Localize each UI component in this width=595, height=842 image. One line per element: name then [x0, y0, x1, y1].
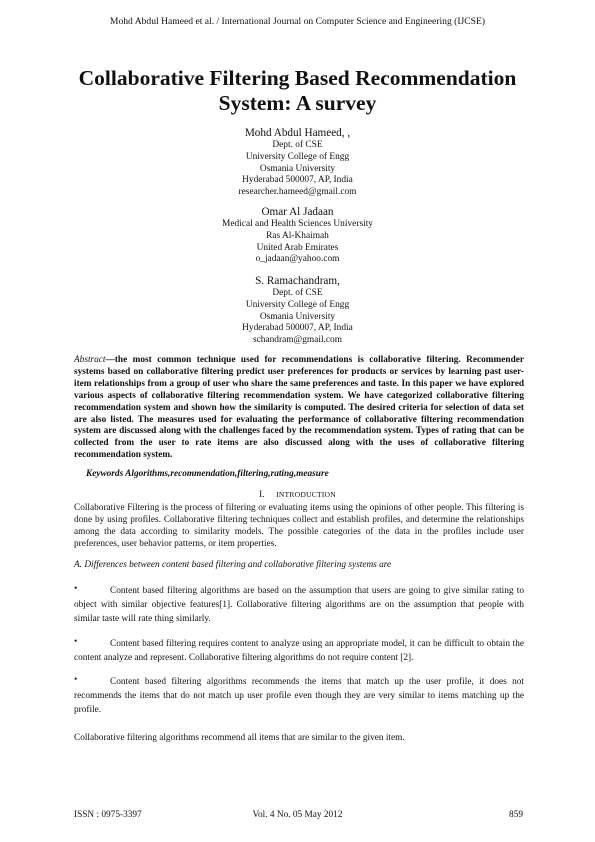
abstract	[74, 355, 524, 462]
author-email[interactable]: o_jadaan@yahoo.com	[255, 254, 340, 265]
footer-issn: ISSN : 0975-3397	[74, 810, 142, 820]
bullet-icon: •	[74, 584, 78, 594]
author-block-1	[120, 127, 475, 199]
author-affiliation-line: Osmania University	[259, 163, 336, 174]
author-affiliation-line: Hyderabad 500007, AP, India	[242, 175, 353, 186]
author-name: Mohd Abdul Hameed, ,	[244, 127, 351, 139]
author-name: S. Ramachandram,	[255, 275, 340, 287]
footer-page-number: 859	[509, 810, 523, 820]
abstract-text: —the most common technique used for recommendations is collaborative filtering. Recommender systems based on collaborative filtering predict user preferences for products or services by learning past user-item relationships from a group of user who share the same preferences and taste. In this paper we have explored various aspects of collaborative filtering recommendation system. We have categorized collaborative filtering recommendation system and shown how the similarity is computed. The desired criteria for selection of data set are also listed. The measures used for evaluating the performance of collaborative filtering recommendation system are discussed along with the challenges faced by the recommendation system. Types of rating that can be collected from the user to rate items are also discussed along with the uses of collaborative filtering recommendation system.	[74, 355, 524, 461]
author-affiliation-line: University College of Engg	[245, 151, 350, 162]
author-affiliation-line: Medical and Health Sciences University	[222, 219, 373, 229]
paper-title-line-2: System: A survey	[218, 91, 377, 115]
paper-title	[60, 66, 535, 116]
author-email[interactable]: schandram@gmail.com	[252, 335, 343, 346]
author-block-2	[120, 206, 475, 266]
author-affiliation-line: Osmania University	[259, 311, 336, 322]
author-affiliation-line: United Arab Emirates	[256, 242, 339, 253]
section-title: INTRODUCTION	[276, 490, 336, 499]
running-header: Mohd Abdul Hameed et al. / International Journal on Computer Science and Engineering (IJCSE)	[109, 16, 486, 27]
keywords: Keywords Algorithms,recommendation,filtering,rating,measure	[86, 469, 329, 479]
author-name: Omar Al Jadaan	[261, 206, 334, 218]
section-number: I.	[259, 490, 265, 500]
author-block-3	[120, 275, 475, 347]
bullet-icon: •	[74, 675, 78, 685]
closing-paragraph: Collaborative filtering algorithms recommend all items that are similar to the given item.	[74, 733, 405, 743]
bullet-icon: •	[74, 637, 78, 647]
section-heading-introduction	[0, 490, 595, 500]
abstract-lead: Abstract	[74, 355, 106, 365]
footer-volume: Vol. 4 No. 05 May 2012	[252, 810, 343, 820]
intro-paragraph: Collaborative Filtering is the process of filtering or evaluating items using the opinions of other people. This filtering is done by using profiles. Collaborative filtering techniques collect and establish profiles, and determine the relationships among the data according to similarity models. The possible categories of the data in the profiles include user preferences, user behavior patterns, or item properties.	[74, 503, 524, 549]
bullet-item-2: Content based filtering requires content to analyze using an appropriate model, it can be difficult to obtain the content analyze and represent. Collaborative filtering algorithms do not require content [2].	[74, 639, 524, 663]
bullet-item-1: Content based filtering algorithms are based on the assumption that users are going to give similar rating to object with similar objective features[1]. Collaborative filtering algorithms are on the assumption that people with similar taste will rate thing similarly.	[74, 586, 524, 624]
author-affiliation-line: University College of Engg	[245, 299, 350, 310]
bullet-item-3: Content based filtering algorithms recommends the items that match up the user profile, it does not recommends the items that do not match up user profile even though they are very similar to items matching up the profile.	[74, 677, 524, 715]
paper-title-line-1: Collaborative Filtering Based Recommendation	[78, 66, 517, 90]
author-affiliation-line: Hyderabad 500007, AP, India	[242, 323, 353, 334]
author-affiliation-line: Dept. of CSE	[272, 140, 323, 150]
author-affiliation-line: Ras Al-Khaimah	[266, 230, 329, 241]
author-email[interactable]: researcher.hameed@gmail.com	[238, 187, 357, 198]
author-affiliation-line: Dept. of CSE	[272, 288, 323, 298]
subsection-heading: A. Differences between content based filtering and collaborative filtering systems are	[74, 560, 392, 570]
